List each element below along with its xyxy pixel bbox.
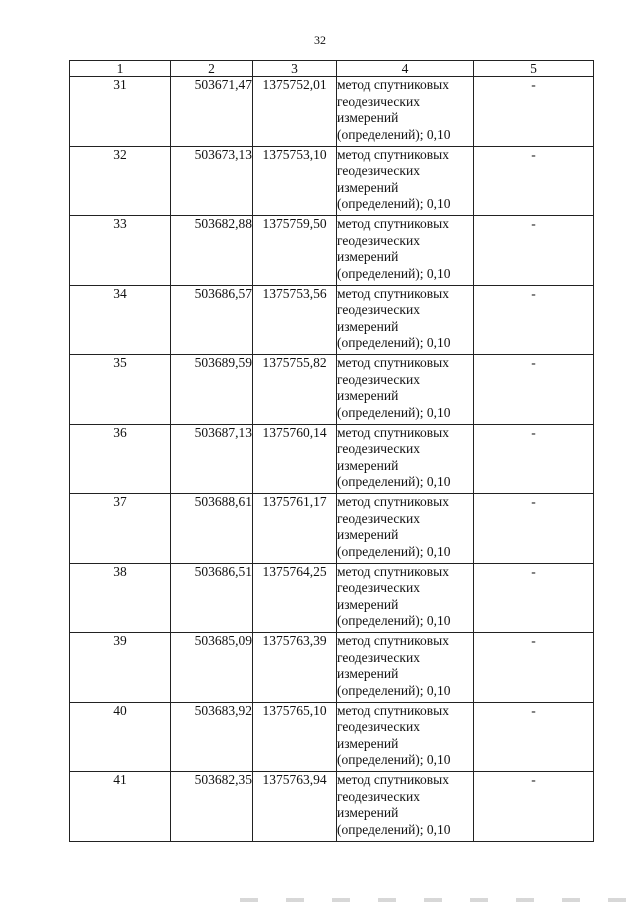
method-cell	[337, 355, 474, 425]
point-number: 41	[70, 772, 171, 842]
coordinate-y: 1375764,25	[253, 563, 337, 633]
header-col-2: 2	[171, 61, 253, 77]
method-line: (определений); 0,10	[337, 682, 451, 698]
point-number: 38	[70, 563, 171, 633]
table-row	[70, 494, 594, 564]
note-cell: -	[474, 146, 594, 216]
method-cell	[337, 633, 474, 703]
note-cell: -	[474, 285, 594, 355]
method-line: (определений); 0,10	[337, 821, 451, 837]
method-line: (определений); 0,10	[337, 196, 451, 211]
method-line: (определений); 0,10	[337, 265, 451, 281]
table-row	[70, 772, 594, 842]
coordinate-y: 1375752,01	[253, 77, 337, 147]
coordinate-y: 1375753,56	[253, 285, 337, 355]
coordinate-y: 1375761,17	[253, 494, 337, 564]
method-line: измерений	[337, 457, 399, 473]
method-line: геодезических	[337, 649, 420, 665]
method-line: метод спутниковых	[337, 772, 449, 787]
table-row	[70, 563, 594, 633]
method-line: метод спутниковых	[337, 355, 449, 370]
method-line: (определений); 0,10	[337, 613, 451, 628]
method-line: измерений	[337, 596, 399, 612]
method-line: (определений); 0,10	[337, 335, 451, 350]
coordinate-x: 503683,92	[171, 702, 253, 772]
method-line: геодезических	[337, 93, 420, 109]
table-body	[70, 77, 594, 842]
note-cell: -	[474, 216, 594, 286]
method-cell	[337, 563, 474, 633]
method-line: (определений); 0,10	[337, 752, 451, 767]
point-number: 40	[70, 702, 171, 772]
method-line: (определений); 0,10	[337, 126, 451, 142]
method-line: измерений	[337, 179, 399, 195]
coordinate-x: 503682,35	[171, 772, 253, 842]
coordinate-y: 1375755,82	[253, 355, 337, 425]
method-cell	[337, 77, 474, 147]
coordinate-x: 503689,59	[171, 355, 253, 425]
header-col-3: 3	[253, 61, 337, 77]
method-line: геодезических	[337, 788, 420, 804]
point-number: 31	[70, 77, 171, 147]
method-line: метод спутниковых	[337, 633, 449, 648]
method-line: метод спутниковых	[337, 77, 449, 92]
table-row	[70, 355, 594, 425]
table-row	[70, 702, 594, 772]
method-cell	[337, 702, 474, 772]
method-line: (определений); 0,10	[337, 543, 451, 559]
coordinate-x: 503687,13	[171, 424, 253, 494]
note-cell: -	[474, 355, 594, 425]
point-number: 34	[70, 285, 171, 355]
method-line: метод спутниковых	[337, 563, 449, 579]
method-line: геодезических	[337, 371, 420, 387]
coordinate-y: 1375760,14	[253, 424, 337, 494]
method-line: геодезических	[337, 441, 420, 456]
method-line: измерений	[337, 318, 399, 334]
table-row	[70, 146, 594, 216]
coordinate-y: 1375759,50	[253, 216, 337, 286]
coordinate-y: 1375763,94	[253, 772, 337, 842]
note-cell: -	[474, 494, 594, 564]
method-cell	[337, 424, 474, 494]
method-cell	[337, 285, 474, 355]
method-line: метод спутниковых	[337, 424, 449, 440]
header-col-5: 5	[474, 61, 594, 77]
method-cell	[337, 216, 474, 286]
method-line: метод спутниковых	[337, 702, 449, 718]
method-line: геодезических	[337, 163, 420, 178]
method-line: метод спутниковых	[337, 285, 449, 301]
table-row	[70, 216, 594, 286]
table-header	[70, 61, 594, 77]
coordinate-x: 503682,88	[171, 216, 253, 286]
coordinate-x: 503686,51	[171, 563, 253, 633]
coordinate-x: 503686,57	[171, 285, 253, 355]
method-line: метод спутниковых	[337, 146, 449, 162]
coordinate-y: 1375753,10	[253, 146, 337, 216]
method-line: геодезических	[337, 580, 420, 595]
note-cell: -	[474, 702, 594, 772]
coordinate-x: 503671,47	[171, 77, 253, 147]
method-line: измерений	[337, 110, 399, 125]
method-cell	[337, 494, 474, 564]
coordinate-x: 503688,61	[171, 494, 253, 564]
method-line: измерений	[337, 527, 399, 542]
coordinate-x: 503673,13	[171, 146, 253, 216]
table-row	[70, 77, 594, 147]
point-number: 32	[70, 146, 171, 216]
method-line: (определений); 0,10	[337, 474, 451, 489]
table-row	[70, 285, 594, 355]
scan-artifact	[240, 898, 630, 902]
method-line: измерений	[337, 735, 399, 751]
note-cell: -	[474, 772, 594, 842]
note-cell: -	[474, 424, 594, 494]
table-row	[70, 424, 594, 494]
note-cell: -	[474, 633, 594, 703]
method-cell	[337, 146, 474, 216]
table-row	[70, 633, 594, 703]
point-number: 35	[70, 355, 171, 425]
method-line: метод спутниковых	[337, 494, 449, 509]
header-col-1: 1	[70, 61, 171, 77]
method-line: геодезических	[337, 232, 420, 248]
method-line: измерений	[337, 249, 399, 264]
note-cell: -	[474, 563, 594, 633]
coordinate-y: 1375763,39	[253, 633, 337, 703]
point-number: 37	[70, 494, 171, 564]
coordinate-x: 503685,09	[171, 633, 253, 703]
method-line: измерений	[337, 666, 399, 681]
method-line: измерений	[337, 805, 399, 820]
method-line: геодезических	[337, 302, 420, 317]
method-line: геодезических	[337, 510, 420, 526]
method-line: геодезических	[337, 719, 420, 734]
method-line: метод спутниковых	[337, 216, 449, 231]
coordinates-table	[69, 60, 594, 842]
point-number: 36	[70, 424, 171, 494]
point-number: 33	[70, 216, 171, 286]
coordinate-y: 1375765,10	[253, 702, 337, 772]
note-cell: -	[474, 77, 594, 147]
point-number: 39	[70, 633, 171, 703]
header-col-4: 4	[337, 61, 474, 77]
method-cell	[337, 772, 474, 842]
page-number: 32	[314, 33, 326, 47]
header-row	[70, 61, 594, 77]
method-line: (определений); 0,10	[337, 404, 451, 420]
method-line: измерений	[337, 388, 399, 403]
